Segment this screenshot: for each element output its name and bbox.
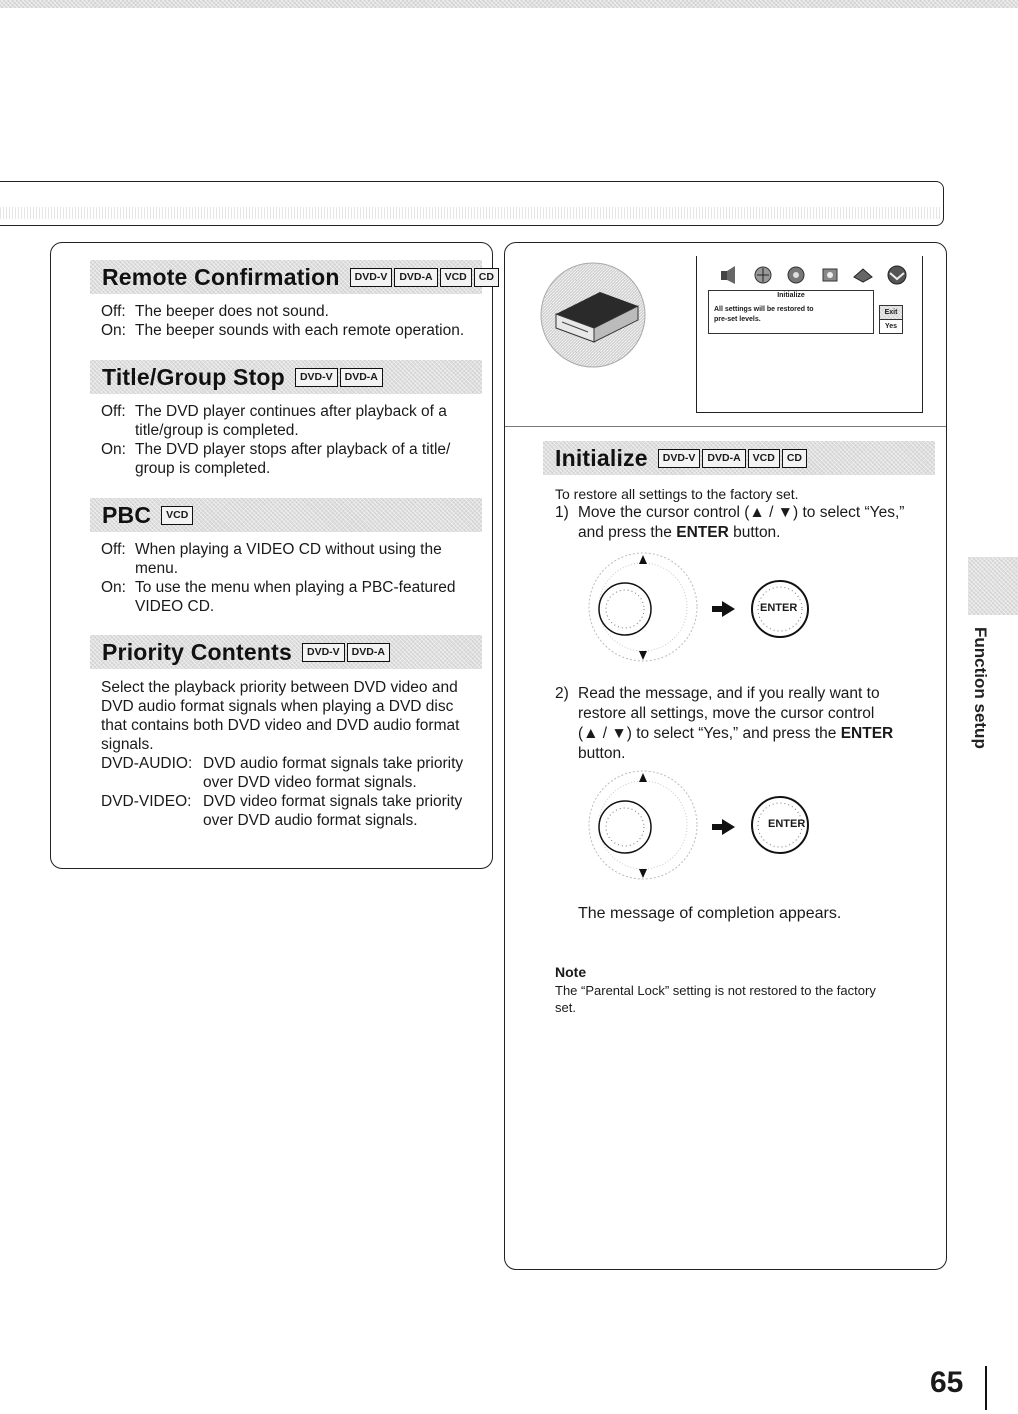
paragraph-line: DVD audio format signals when playing a DVD disc [101,698,454,715]
step-number: 1) [555,504,569,521]
setup-icon [886,265,908,285]
osd-icon-row [718,262,908,288]
top-strip [0,0,1018,8]
disc-badges [658,449,807,468]
badge-cd: CD [474,268,499,287]
step-text: button. [578,745,626,762]
option-text: The beeper does not sound. [135,303,329,320]
option-label: DVD-AUDIO: [101,755,193,772]
side-tab-label: Function setup [971,627,990,749]
disc-badges [302,643,390,662]
badge-dvd-v: DVD-V [658,449,701,468]
option-text: DVD audio format signals take priority [203,755,464,772]
enter-button-label: ENTER [760,602,798,614]
osd-yes-button: Yes [879,319,903,334]
section-header-remote-confirmation [90,260,494,294]
language-icon [752,265,774,285]
step-text-part: button. [728,524,781,541]
option-text: To use the menu when playing a PBC-featured [135,579,456,596]
option-text-cont: menu. [135,560,179,577]
osd-message-line: All settings will be restored to [714,306,814,313]
section-title: Initialize [555,444,648,471]
picture-icon [785,265,807,285]
option-text: When playing a VIDEO CD without using the [135,541,442,558]
option-text-cont: group is completed. [135,460,271,477]
option-text-cont: VIDEO CD. [135,598,215,615]
side-tab [968,557,1018,615]
osd-exit-button: Exit [879,305,903,320]
osd-message-line: pre-set levels. [714,316,761,323]
section-header-title-group-stop [90,360,482,394]
dvd-player-illustration [540,262,650,372]
audio-icon [819,265,841,285]
disc-badges [350,268,499,287]
option-text: DVD video format signals take priority [203,793,463,810]
section-header-priority-contents [90,635,482,669]
badge-dvd-v: DVD-V [295,368,338,387]
badge-dvd-a: DVD-A [340,368,383,387]
option-text: The DVD player stops after playback of a title/ [135,441,451,458]
panel-divider [505,426,946,427]
note-title: Note [555,964,587,980]
section-title: Remote Confirmation [102,263,340,290]
option-text-cont: over DVD video format signals. [203,774,417,791]
note-text: The “Parental Lock” setting is not restored to the factory [555,983,876,998]
badge-dvd-a: DVD-A [394,268,437,287]
note-text: set. [555,1000,576,1015]
paragraph-line: Select the playback priority between DVD video and [101,679,458,696]
step-number: 2) [555,685,569,702]
section-title: Title/Group Stop [102,363,285,390]
enter-word: ENTER [676,524,729,541]
page-number: 65 [930,1366,964,1399]
paragraph-line: that contains both DVD video and DVD audio format [101,717,460,734]
badge-dvd-v: DVD-V [302,643,345,662]
badge-vcd: VCD [161,506,193,525]
disc-badges [295,368,383,387]
badge-vcd: VCD [748,449,780,468]
enter-button-label: ENTER [768,818,806,830]
option-text-cont: title/group is completed. [135,422,299,439]
badge-dvd-a: DVD-A [347,643,390,662]
enter-word: ENTER [840,725,894,742]
page-number-rule [985,1366,987,1410]
step-text: Move the cursor control (▲ / ▼) to select “Yes,” [578,504,905,521]
header-band [0,181,944,226]
badge-cd: CD [782,449,807,468]
badge-vcd: VCD [440,268,472,287]
option-text: The beeper sounds with each remote operation. [135,322,465,339]
osd-heading: Initialize [777,292,805,299]
badge-dvd-a: DVD-A [702,449,745,468]
option-label: Off: [101,403,126,420]
completion-text: The message of completion appears. [578,905,842,922]
paragraph-line: signals. [101,736,154,753]
badge-dvd-v: DVD-V [350,268,393,287]
option-label: Off: [101,303,126,320]
step-text-part: (▲ / ▼) to select “Yes,” and press the [578,725,841,742]
option-text: The DVD player continues after playback of a [135,403,447,420]
intro-text: To restore all settings to the factory set. [555,486,799,502]
section-title: Priority Contents [102,638,292,665]
step-text: restore all settings, move the cursor control [578,705,875,722]
speaker-icon [718,265,740,285]
step-text [578,724,893,743]
section-header-initialize [543,441,935,475]
option-label: On: [101,441,126,458]
step-text-part: and press the [578,524,677,541]
step-text [578,523,781,542]
disc-badges [161,506,193,525]
section-header-pbc [90,498,482,532]
parental-icon [852,265,874,285]
option-label: Off: [101,541,126,558]
option-label: DVD-VIDEO: [101,793,192,810]
step-text: Read the message, and if you really want to [578,685,880,702]
option-text-cont: over DVD audio format signals. [203,812,418,829]
section-title: PBC [102,501,152,528]
option-label: On: [101,322,126,339]
option-label: On: [101,579,126,596]
